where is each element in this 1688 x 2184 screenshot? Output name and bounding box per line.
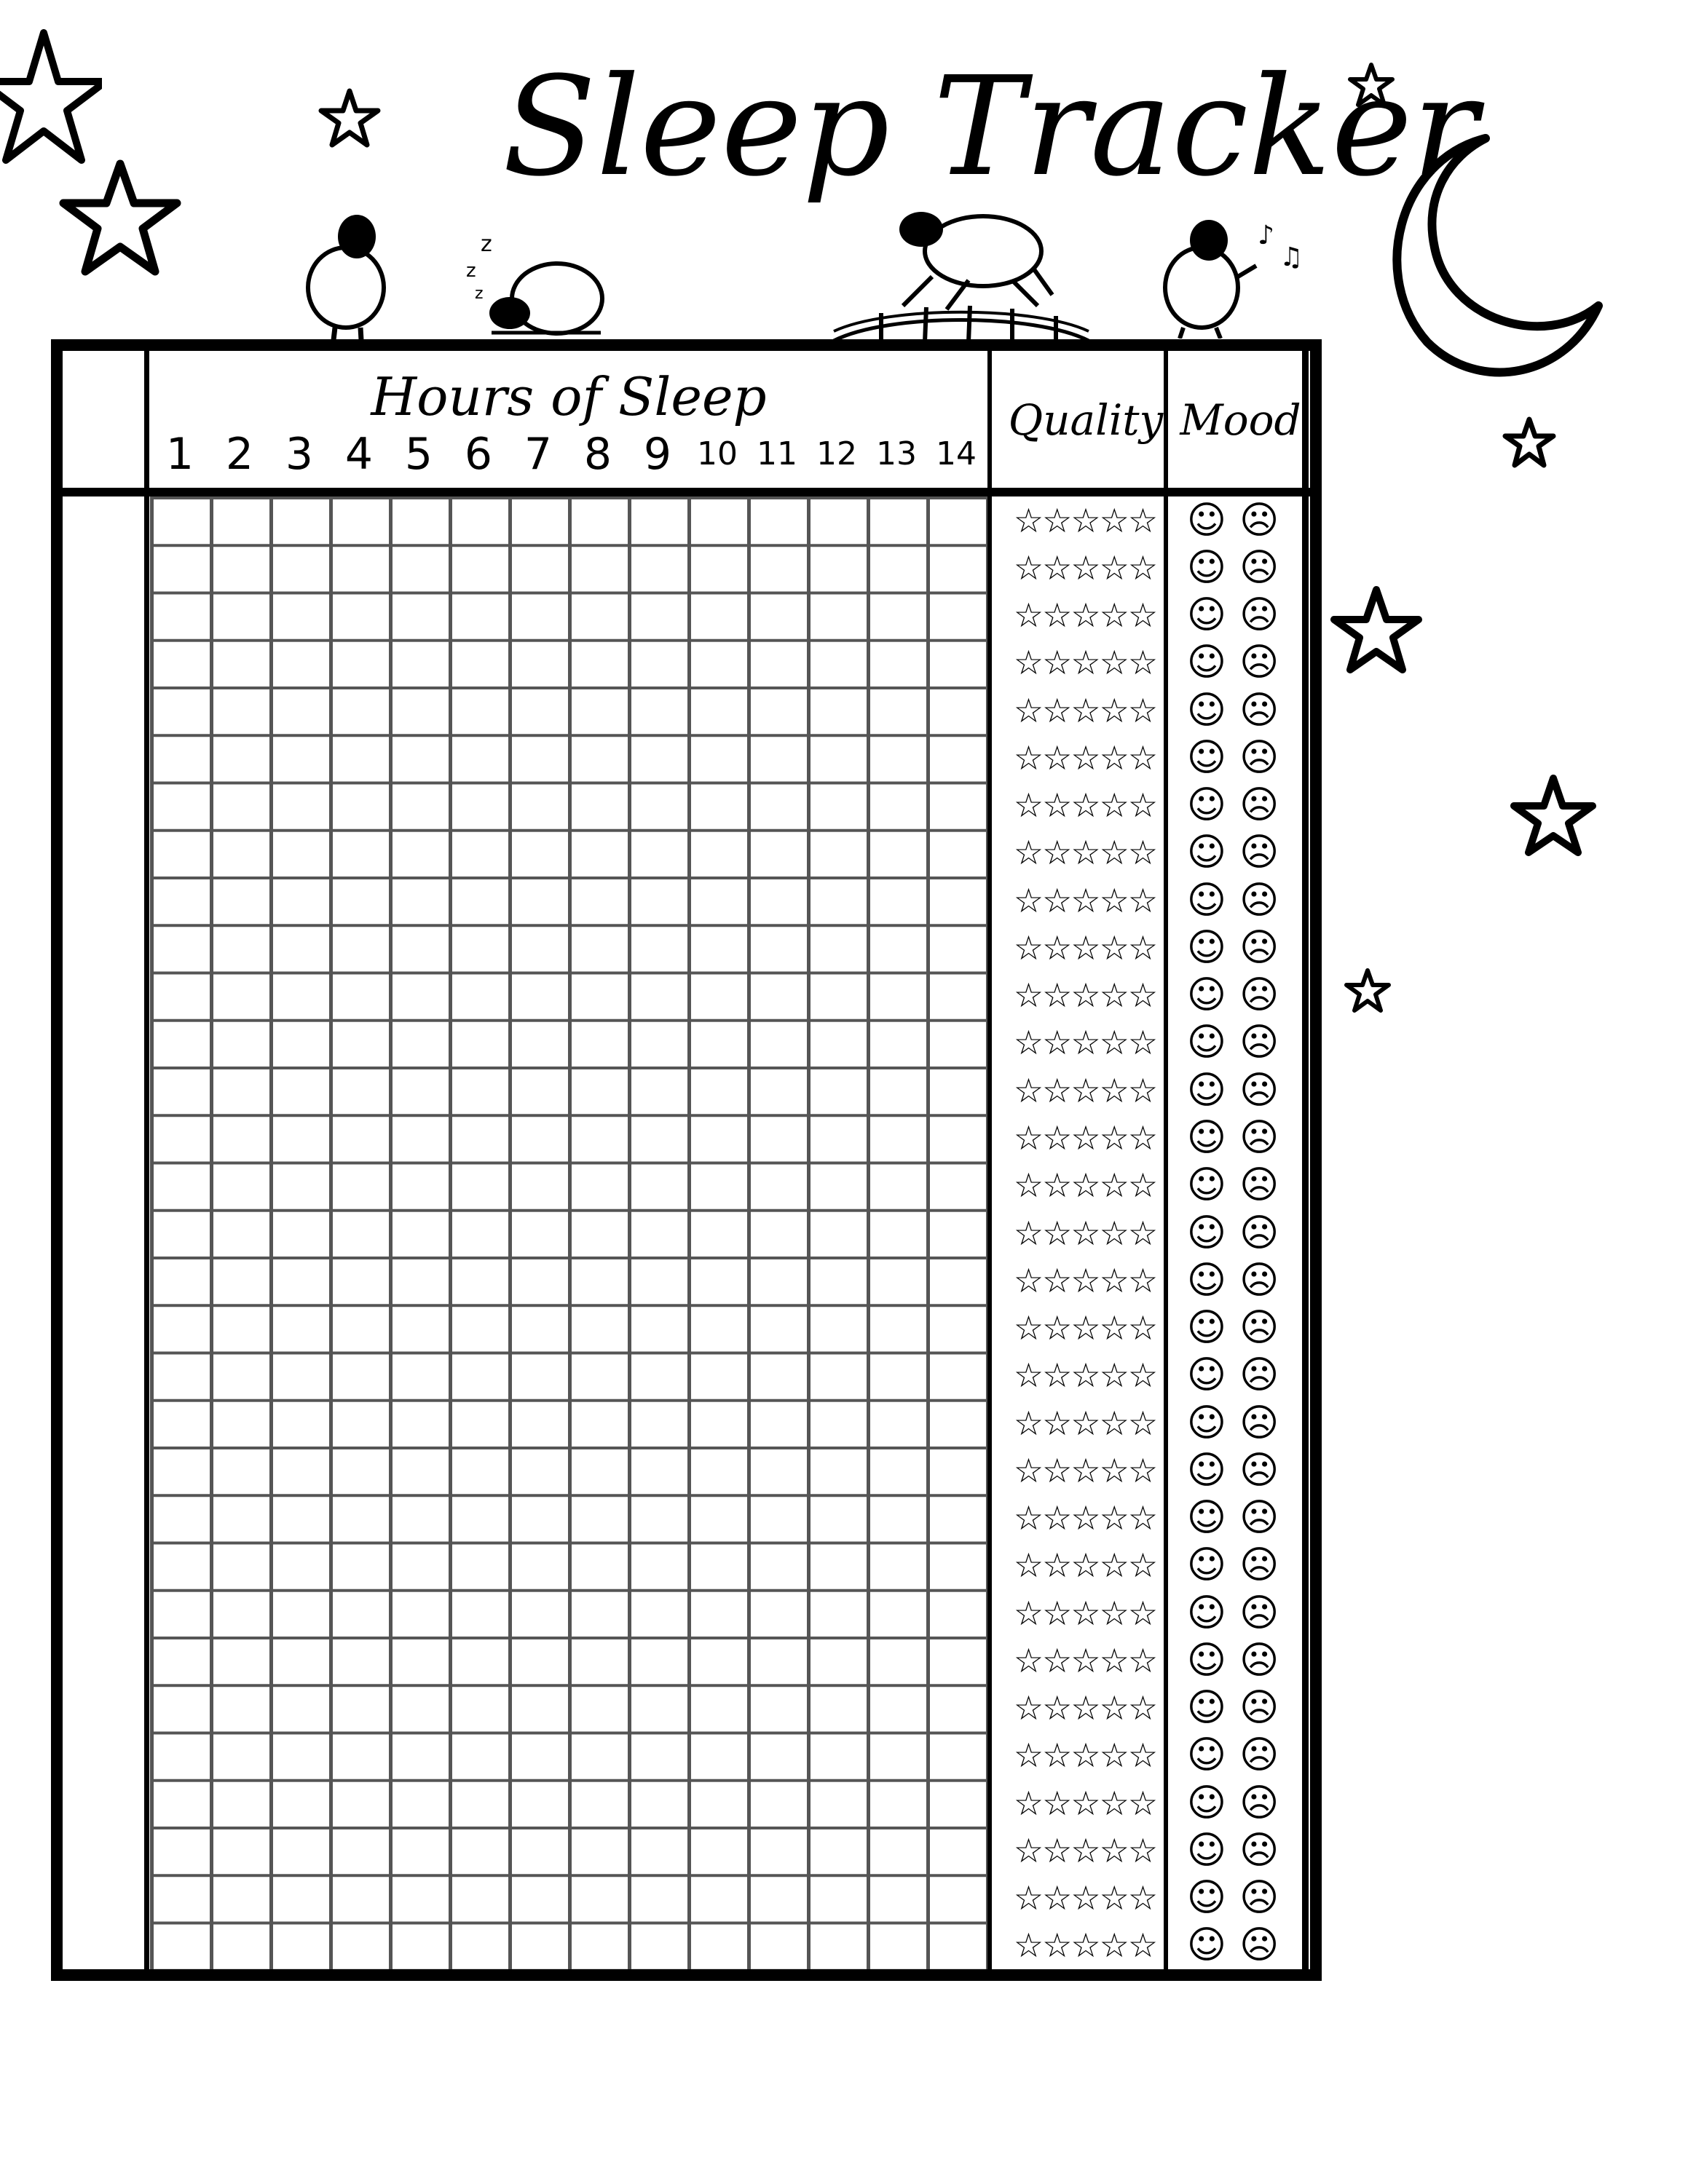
- hour-label-7: 7: [524, 429, 553, 480]
- mood-faces[interactable]: ☺☹: [1186, 498, 1293, 542]
- star-icon: [1500, 415, 1558, 473]
- star-icon: [1342, 967, 1393, 1018]
- quality-star-rating[interactable]: ☆☆☆☆☆: [1013, 1688, 1157, 1728]
- quality-star-rating[interactable]: ☆☆☆☆☆: [1013, 547, 1157, 587]
- svg-text:♪: ♪: [1258, 221, 1274, 250]
- quality-star-rating[interactable]: ☆☆☆☆☆: [1013, 1926, 1157, 1966]
- music-note-icon: [1254, 215, 1312, 273]
- mood-faces[interactable]: ☺☹: [1186, 1733, 1293, 1778]
- mood-faces[interactable]: ☺☹: [1186, 545, 1293, 590]
- quality-star-rating[interactable]: ☆☆☆☆☆: [1013, 1308, 1157, 1348]
- mood-faces[interactable]: ☺☹: [1186, 1021, 1293, 1065]
- quality-star-rating[interactable]: ☆☆☆☆☆: [1013, 643, 1157, 683]
- mood-faces[interactable]: ☺☹: [1186, 735, 1293, 780]
- svg-text:♫: ♫: [1279, 242, 1304, 272]
- quality-star-rating[interactable]: ☆☆☆☆☆: [1013, 833, 1157, 873]
- quality-star-rating[interactable]: ☆☆☆☆☆: [1013, 1736, 1157, 1776]
- mood-faces[interactable]: ☺☹: [1186, 1543, 1293, 1588]
- hour-label-12: 12: [816, 435, 857, 472]
- sleep-tracker-table: [51, 339, 1322, 1981]
- mood-faces[interactable]: ☺☹: [1186, 1923, 1293, 1968]
- mood-faces[interactable]: ☺☹: [1186, 1686, 1293, 1730]
- quality-star-rating[interactable]: ☆☆☆☆☆: [1013, 596, 1157, 636]
- quality-star-rating[interactable]: ☆☆☆☆☆: [1013, 1878, 1157, 1918]
- mood-faces[interactable]: ☺☹: [1186, 1496, 1293, 1540]
- hour-label-4: 4: [344, 429, 374, 480]
- hours-of-sleep-header: Hours of Sleep: [371, 366, 767, 427]
- quality-star-rating[interactable]: ☆☆☆☆☆: [1013, 880, 1157, 920]
- quality-star-rating[interactable]: ☆☆☆☆☆: [1013, 1498, 1157, 1538]
- hour-label-10: 10: [697, 435, 738, 472]
- mood-faces[interactable]: ☺☹: [1186, 925, 1293, 970]
- quality-star-rating[interactable]: ☆☆☆☆☆: [1013, 1356, 1157, 1396]
- quality-star-rating[interactable]: ☆☆☆☆☆: [1013, 500, 1157, 540]
- mood-faces[interactable]: ☺☹: [1186, 1781, 1293, 1825]
- star-icon: [58, 157, 182, 288]
- hour-label-9: 9: [643, 429, 672, 480]
- mood-faces[interactable]: ☺☹: [1186, 1306, 1293, 1350]
- quality-star-rating[interactable]: ☆☆☆☆☆: [1013, 1403, 1157, 1443]
- mood-faces[interactable]: ☺☹: [1186, 1448, 1293, 1492]
- mood-faces[interactable]: ☺☹: [1186, 1068, 1293, 1112]
- svg-text:z: z: [466, 260, 476, 282]
- quality-star-rating[interactable]: ☆☆☆☆☆: [1013, 1783, 1157, 1823]
- mood-faces[interactable]: ☺☹: [1186, 593, 1293, 638]
- svg-text:z: z: [481, 232, 492, 257]
- mood-faces[interactable]: ☺☹: [1186, 783, 1293, 828]
- column-divider: [987, 351, 992, 1969]
- hour-label-8: 8: [583, 429, 612, 480]
- sheep-icon: [888, 197, 1056, 313]
- hour-label-6: 6: [464, 429, 493, 480]
- sheep-icon: [484, 251, 608, 339]
- svg-text:z: z: [475, 285, 484, 303]
- hour-label-14: 14: [936, 435, 977, 472]
- quality-star-rating[interactable]: ☆☆☆☆☆: [1013, 1213, 1157, 1253]
- hour-label-1: 1: [165, 429, 194, 480]
- hour-label-2: 2: [225, 429, 254, 480]
- mood-faces[interactable]: ☺☹: [1186, 973, 1293, 1018]
- sheep-icon: [1151, 211, 1260, 339]
- hour-labels: [150, 425, 987, 483]
- star-icon: [1506, 772, 1601, 866]
- header-divider: [63, 488, 1310, 496]
- mood-faces[interactable]: ☺☹: [1186, 831, 1293, 875]
- mood-faces[interactable]: ☺☹: [1186, 688, 1293, 732]
- mood-faces[interactable]: ☺☹: [1186, 1258, 1293, 1302]
- hour-label-3: 3: [285, 429, 314, 480]
- mood-faces[interactable]: ☺☹: [1186, 641, 1293, 685]
- column-divider: [144, 351, 149, 1969]
- star-icon: [1325, 582, 1427, 684]
- star-icon: [317, 87, 382, 153]
- mood-faces[interactable]: ☺☹: [1186, 1401, 1293, 1445]
- quality-star-rating[interactable]: ☆☆☆☆☆: [1013, 1450, 1157, 1490]
- mood-faces[interactable]: ☺☹: [1186, 1828, 1293, 1872]
- quality-star-rating[interactable]: ☆☆☆☆☆: [1013, 1023, 1157, 1063]
- quality-star-rating[interactable]: ☆☆☆☆☆: [1013, 1166, 1157, 1206]
- quality-star-rating[interactable]: ☆☆☆☆☆: [1013, 1593, 1157, 1633]
- mood-faces[interactable]: ☺☹: [1186, 1638, 1293, 1682]
- quality-star-rating[interactable]: ☆☆☆☆☆: [1013, 1830, 1157, 1870]
- quality-star-rating[interactable]: ☆☆☆☆☆: [1013, 737, 1157, 778]
- quality-header: Quality: [1008, 395, 1164, 445]
- quality-star-rating[interactable]: ☆☆☆☆☆: [1013, 927, 1157, 968]
- mood-faces[interactable]: ☺☹: [1186, 1591, 1293, 1635]
- mood-header: Mood: [1180, 395, 1301, 445]
- quality-star-rating[interactable]: ☆☆☆☆☆: [1013, 1117, 1157, 1158]
- quality-star-rating[interactable]: ☆☆☆☆☆: [1013, 786, 1157, 826]
- sheep-icon: [299, 207, 408, 342]
- quality-star-rating[interactable]: ☆☆☆☆☆: [1013, 1260, 1157, 1300]
- quality-star-rating[interactable]: ☆☆☆☆☆: [1013, 1070, 1157, 1110]
- mood-faces[interactable]: ☺☹: [1186, 1115, 1293, 1160]
- mood-faces[interactable]: ☺☹: [1186, 1211, 1293, 1255]
- mood-faces[interactable]: ☺☹: [1186, 878, 1293, 922]
- hour-label-13: 13: [876, 435, 917, 472]
- hour-label-5: 5: [404, 429, 433, 480]
- quality-star-rating[interactable]: ☆☆☆☆☆: [1013, 690, 1157, 730]
- mood-faces[interactable]: ☺☹: [1186, 1876, 1293, 1920]
- hours-grid[interactable]: [150, 496, 987, 1969]
- hour-label-11: 11: [757, 435, 797, 472]
- quality-star-rating[interactable]: ☆☆☆☆☆: [1013, 1546, 1157, 1586]
- mood-faces[interactable]: ☺☹: [1186, 1163, 1293, 1208]
- quality-star-rating[interactable]: ☆☆☆☆☆: [1013, 1640, 1157, 1680]
- mood-faces[interactable]: ☺☹: [1186, 1353, 1293, 1398]
- star-icon: [0, 29, 102, 175]
- quality-star-rating[interactable]: ☆☆☆☆☆: [1013, 976, 1157, 1016]
- page-title: Sleep Tracker: [502, 47, 1478, 207]
